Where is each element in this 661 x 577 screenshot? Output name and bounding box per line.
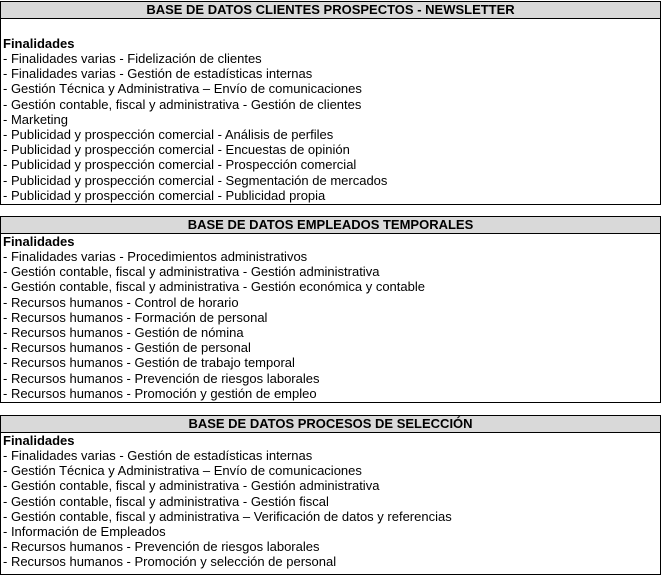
section-body bbox=[1, 234, 660, 401]
list-item: - Recursos humanos - Promoción y selección de personal bbox=[3, 554, 337, 570]
list-item: - Recursos humanos - Control de horario bbox=[3, 294, 239, 310]
list-item: - Gestión Técnica y Administrativa – Envío de comunicaciones bbox=[3, 463, 362, 479]
list-item: - Publicidad y prospección comercial - Análisis de perfiles bbox=[3, 126, 334, 142]
list-item: - Recursos humanos - Prevención de riesgos laborales bbox=[3, 370, 320, 386]
list-item: - Recursos humanos - Gestión de personal bbox=[3, 340, 251, 356]
list-item: - Gestión Técnica y Administrativa – Envío de comunicaciones bbox=[3, 81, 362, 97]
list-item: - Recursos humanos - Gestión de nómina bbox=[3, 324, 244, 340]
list-item: - Publicidad y prospección comercial - Publicidad propia bbox=[3, 187, 326, 203]
list-item: - Publicidad y prospección comercial - Prospección comercial bbox=[3, 157, 357, 173]
section-clientes-prospectos bbox=[0, 1, 661, 205]
list-item: - Finalidades varias - Gestión de estadísticas internas bbox=[3, 66, 313, 82]
list-item: - Gestión contable, fiscal y administrativa - Gestión económica y contable bbox=[3, 279, 425, 295]
section-title: BASE DE DATOS PROCESOS DE SELECCIÓN bbox=[1, 416, 660, 433]
list-item: - Recursos humanos - Prevención de riesgos laborales bbox=[3, 539, 320, 555]
list-item: - Finalidades varias - Procedimientos administrativos bbox=[3, 249, 308, 264]
list-item: - Finalidades varias - Gestión de estadísticas internas bbox=[3, 448, 313, 463]
section-subtitle: Finalidades bbox=[3, 36, 75, 51]
list-item: - Gestión contable, fiscal y administrativa - Gestión administrativa bbox=[3, 264, 380, 280]
section-title: BASE DE DATOS EMPLEADOS TEMPORALES bbox=[1, 217, 660, 234]
list-item: - Gestión contable, fiscal y administrativa - Gestión fiscal bbox=[3, 493, 329, 509]
list-item: - Marketing bbox=[3, 111, 69, 127]
list-item: - Recursos humanos - Formación de personal bbox=[3, 309, 268, 325]
section-empleados-temporales bbox=[0, 216, 661, 403]
section-title: BASE DE DATOS CLIENTES PROSPECTOS - NEWSLETTER bbox=[1, 2, 660, 19]
list-item: - Gestión contable, fiscal y administrativa - Gestión administrativa bbox=[3, 478, 380, 494]
section-subtitle: Finalidades bbox=[3, 433, 75, 448]
list-item: - Publicidad y prospección comercial - Encuestas de opinión bbox=[3, 142, 350, 158]
section-procesos-seleccion bbox=[0, 415, 661, 575]
section-subtitle: Finalidades bbox=[3, 234, 75, 249]
list-item: - Finalidades varias - Fidelización de clientes bbox=[3, 51, 262, 66]
list-item: - Gestión contable, fiscal y administrativa – Verificación de datos y referencias bbox=[3, 508, 452, 524]
list-item: - Recursos humanos - Gestión de trabajo temporal bbox=[3, 355, 295, 371]
list-item: - Gestión contable, fiscal y administrativa - Gestión de clientes bbox=[3, 96, 362, 112]
list-item: - Información de Empleados bbox=[3, 523, 166, 539]
spacer bbox=[3, 19, 660, 36]
list-item: - Publicidad y prospección comercial - Segmentación de mercados bbox=[3, 172, 388, 188]
list-item: - Recursos humanos - Promoción y gestión de empleo bbox=[3, 385, 317, 401]
section-body bbox=[1, 433, 660, 570]
section-body bbox=[1, 19, 660, 203]
